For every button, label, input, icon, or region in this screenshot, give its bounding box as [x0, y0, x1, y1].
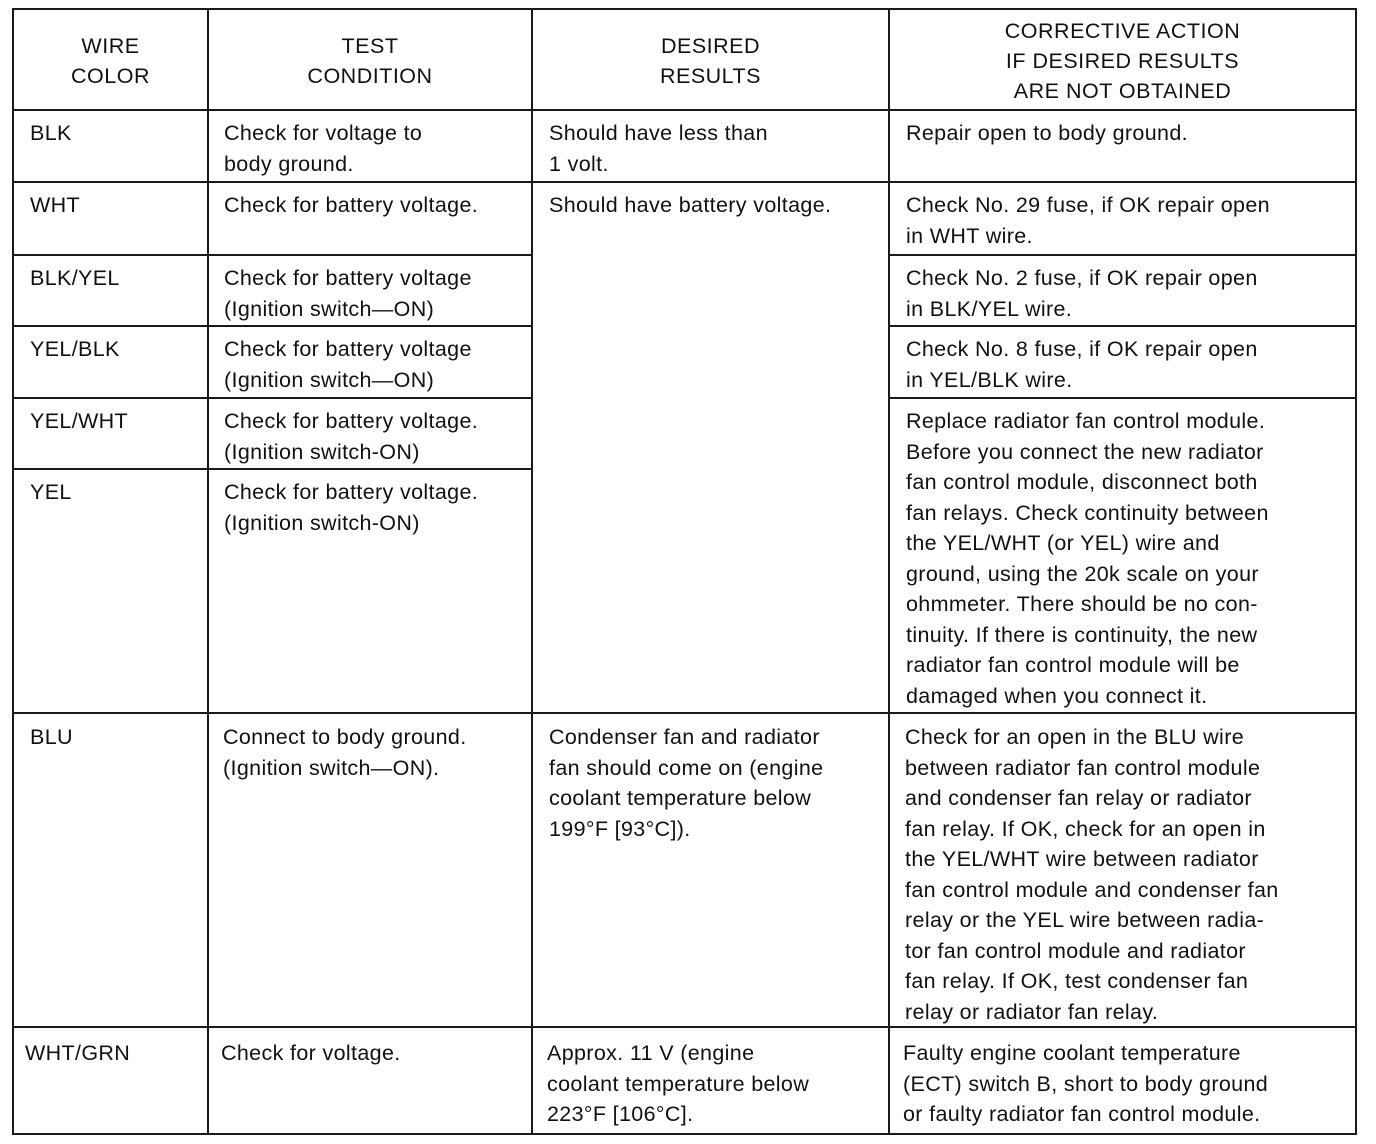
header-wire-color: WIRE COLOR [71, 34, 150, 88]
wire-color-cell: YEL/BLK [30, 337, 120, 361]
column-divider [888, 8, 890, 1135]
wire-color-cell: WHT/GRN [25, 1041, 131, 1065]
table-border-left [12, 8, 14, 1135]
corrective-action-cell: Check No. 8 fuse, if OK repair open in YEL/BLK wire. [906, 337, 1258, 392]
corrective-action-cell: Check for an open in the BLU wire between radiator fan control module and condenser fan relay or radiator fan relay. If OK, check for an open in the YEL/WHT wire between radiator fan control module and condenser fan relay or the YEL wire between radia- tor fan control module and radiator fan relay. If OK, test condenser fan relay or radiator fan relay. [905, 725, 1279, 1024]
table-border-right [1355, 8, 1357, 1135]
row-divider [888, 254, 1357, 256]
header-desired-results: DESIRED RESULTS [659, 34, 762, 88]
wire-color-cell: BLK/YEL [30, 266, 120, 290]
header-corrective-action: CORRECTIVE ACTION IF DESIRED RESULTS ARE NOT OBTAINED [1004, 19, 1241, 103]
wire-color-cell: YEL/WHT [30, 409, 129, 433]
corrective-action-cell: Check No. 29 fuse, if OK repair open in WHT wire. [906, 193, 1270, 248]
corrective-action-cell: Check No. 2 fuse, if OK repair open in BLK/YEL wire. [906, 266, 1258, 321]
table-border-top [12, 8, 1357, 10]
test-condition-cell: Check for voltage to body ground. [224, 121, 423, 176]
desired-result-cell: Should have less than 1 volt. [549, 121, 768, 176]
test-condition-cell: Check for voltage. [221, 1041, 401, 1065]
corrective-action-cell: Repair open to body ground. [906, 121, 1188, 145]
row-divider [12, 397, 532, 399]
wire-color-cell: BLK [30, 121, 72, 145]
row-divider [888, 397, 1357, 399]
column-divider [531, 8, 533, 1135]
column-divider [207, 8, 209, 1135]
test-condition-cell: Check for battery voltage. (Ignition switch-ON) [224, 480, 479, 535]
desired-result-cell: Approx. 11 V (engine coolant temperature below 223°F [106°C]. [547, 1041, 810, 1126]
row-divider [12, 181, 1357, 183]
test-condition-cell: Connect to body ground. (Ignition switch—ON). [223, 725, 467, 780]
test-condition-cell: Check for battery voltage (Ignition switch—ON) [224, 337, 472, 392]
row-divider [888, 325, 1357, 327]
table-border-bottom [12, 1133, 1357, 1135]
corrective-action-cell: Replace radiator fan control module. Before you connect the new radiator fan control module, disconnect both fan relays. Check continuity between the YEL/WHT (or YEL) wire and ground, using the 20k scale on your ohmmeter. There should be no con- tinuity. If there is continuity, the new radiator fan control module will be damaged when you connect it. [906, 409, 1269, 708]
row-divider [12, 468, 532, 470]
desired-result-cell: Condenser fan and radiator fan should come on (engine coolant temperature below 199°F [93°C]). [549, 725, 824, 841]
desired-result-cell: Should have battery voltage. [549, 193, 832, 217]
wire-color-cell: WHT [30, 193, 81, 217]
corrective-action-cell: Faulty engine coolant temperature (ECT) switch B, short to body ground or faulty radiator fan control module. [903, 1041, 1269, 1126]
test-condition-cell: Check for battery voltage. [224, 193, 479, 217]
test-condition-cell: Check for battery voltage (Ignition switch—ON) [224, 266, 472, 321]
row-divider [12, 712, 1357, 714]
wire-color-cell: BLU [30, 725, 73, 749]
header-test-condition: TEST CONDITION [307, 34, 433, 88]
row-divider [12, 254, 532, 256]
test-condition-cell: Check for battery voltage. (Ignition switch-ON) [224, 409, 479, 464]
wire-color-cell: YEL [30, 480, 72, 504]
header-divider [12, 109, 1357, 111]
row-divider [12, 325, 532, 327]
